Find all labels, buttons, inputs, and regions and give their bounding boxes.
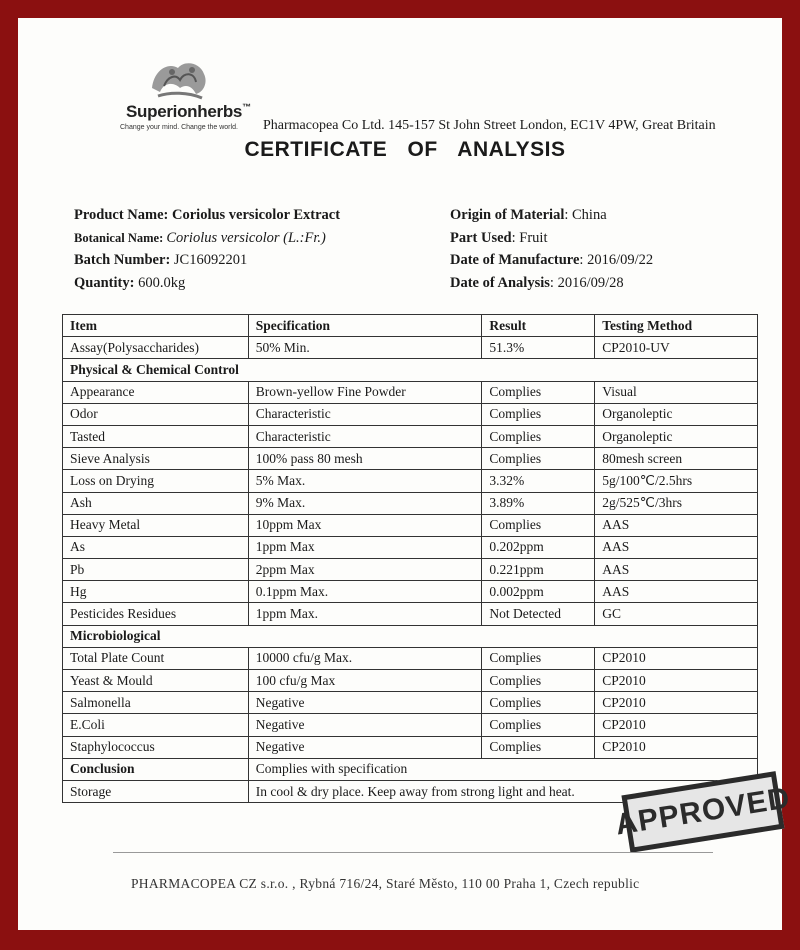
section-heading: Physical & Chemical Control xyxy=(63,359,758,381)
section-heading: Microbiological xyxy=(63,625,758,647)
section-row xyxy=(63,359,758,381)
table-cell: Salmonella xyxy=(63,692,249,714)
table-row xyxy=(63,692,758,714)
table-cell: 1ppm Max xyxy=(248,536,482,558)
table-cell: Complies xyxy=(482,381,595,403)
table-cell: Brown-yellow Fine Powder xyxy=(248,381,482,403)
part-used-row: Part Used: Fruit xyxy=(450,229,548,246)
table-row xyxy=(63,403,758,425)
table-cell: 0.1ppm Max. xyxy=(248,581,482,603)
table-cell: 5% Max. xyxy=(248,470,482,492)
table-row xyxy=(63,581,758,603)
table-cell: Ash xyxy=(63,492,249,514)
table-row xyxy=(63,559,758,581)
table-cell: 10000 cfu/g Max. xyxy=(248,647,482,669)
table-cell: CP2010 xyxy=(595,647,758,669)
table-cell: Complies xyxy=(482,425,595,447)
table-cell: GC xyxy=(595,603,758,625)
table-cell: Complies xyxy=(482,448,595,470)
analysis-table xyxy=(62,314,758,803)
table-cell: Total Plate Count xyxy=(63,647,249,669)
table-cell: Characteristic xyxy=(248,425,482,447)
table-cell: 0.002ppm xyxy=(482,581,595,603)
table-cell: Conclusion xyxy=(63,758,249,780)
table-cell: Staphylococcus xyxy=(63,736,249,758)
table-row xyxy=(63,381,758,403)
table-cell: CP2010 xyxy=(595,692,758,714)
origin-row: Origin of Material: China xyxy=(450,207,607,223)
column-header: Testing Method xyxy=(595,315,758,337)
table-cell: Complies xyxy=(482,403,595,425)
table-cell: Characteristic xyxy=(248,403,482,425)
table-header-row xyxy=(63,315,758,337)
table-cell: 80mesh screen xyxy=(595,448,758,470)
table-cell: 0.202ppm xyxy=(482,536,595,558)
botanical-name-row: Botanical Name: Coriolus versicolor (L.:Fr.) xyxy=(74,229,326,246)
table-cell: 9% Max. xyxy=(248,492,482,514)
table-row xyxy=(63,448,758,470)
table-cell: Pesticides Residues xyxy=(63,603,249,625)
document-title: CERTIFICATE OF ANALYSIS xyxy=(244,138,566,161)
manufacture-date-row: Date of Manufacture: 2016/09/22 xyxy=(450,252,654,268)
table-cell: 50% Min. xyxy=(248,337,482,359)
column-header: Specification xyxy=(248,315,482,337)
table-cell: CP2010 xyxy=(595,670,758,692)
table-cell: Complies xyxy=(482,714,595,736)
dragon-logo-icon xyxy=(144,58,214,102)
table-cell: 10ppm Max xyxy=(248,514,482,536)
table-cell: Organoleptic xyxy=(595,403,758,425)
table-cell: Visual xyxy=(595,381,758,403)
table-cell: Pb xyxy=(63,559,249,581)
table-cell: AAS xyxy=(595,581,758,603)
product-info xyxy=(74,204,340,294)
table-cell: 2g/525℃/3hrs xyxy=(595,492,758,514)
table-cell: Storage xyxy=(63,780,249,802)
approved-stamp: APPROVED xyxy=(621,771,784,853)
conclusion-row xyxy=(63,758,758,780)
table-cell: Hg xyxy=(63,581,249,603)
section-row xyxy=(63,625,758,647)
table-cell: Complies xyxy=(482,514,595,536)
origin-info xyxy=(450,204,653,294)
company-address: Pharmacopea Co Ltd. 145-157 St John Street London, EC1V 4PW, Great Britain xyxy=(263,118,716,133)
table-cell: 3.32% xyxy=(482,470,595,492)
table-cell: 3.89% xyxy=(482,492,595,514)
table-cell: AAS xyxy=(595,536,758,558)
table-cell: AAS xyxy=(595,559,758,581)
table-cell: Appearance xyxy=(63,381,249,403)
table-cell: Complies xyxy=(482,692,595,714)
table-cell: 51.3% xyxy=(482,337,595,359)
table-cell: E.Coli xyxy=(63,714,249,736)
table-row xyxy=(63,603,758,625)
product-name-row: Product Name: Coriolus versicolor Extract xyxy=(74,207,341,223)
table-cell: 100% pass 80 mesh xyxy=(248,448,482,470)
table-cell: Negative xyxy=(248,736,482,758)
table-cell: Odor xyxy=(63,403,249,425)
assay-row xyxy=(63,337,758,359)
table-cell: 100 cfu/g Max xyxy=(248,670,482,692)
table-cell: Complies with specification xyxy=(248,758,757,780)
document-page xyxy=(18,18,793,930)
column-header: Result xyxy=(482,315,595,337)
table-cell: Loss on Drying xyxy=(63,470,249,492)
table-cell: 2ppm Max xyxy=(248,559,482,581)
table-cell: 5g/100℃/2.5hrs xyxy=(595,470,758,492)
footer-address: PHARMACOPEA CZ s.r.o. , Rybná 716/24, Staré Město, 110 00 Praha 1, Czech republic xyxy=(131,876,640,891)
footer-divider xyxy=(113,852,713,853)
letterhead xyxy=(100,58,760,138)
table-cell: CP2010 xyxy=(595,714,758,736)
table-row xyxy=(63,714,758,736)
table-row xyxy=(63,647,758,669)
table-cell: Sieve Analysis xyxy=(63,448,249,470)
table-cell: AAS xyxy=(595,514,758,536)
table-row xyxy=(63,514,758,536)
table-cell: CP2010-UV xyxy=(595,337,758,359)
table-cell: Complies xyxy=(482,736,595,758)
batch-number-row: Batch Number: JC16092201 xyxy=(74,252,248,268)
table-cell: Negative xyxy=(248,714,482,736)
table-cell: In cool & dry place. Keep away from strong light and heat. xyxy=(248,780,757,802)
table-row xyxy=(63,470,758,492)
table-cell: Negative xyxy=(248,692,482,714)
table-cell: Complies xyxy=(482,647,595,669)
table-cell: Heavy Metal xyxy=(63,514,249,536)
quantity-row: Quantity: 600.0kg xyxy=(74,274,186,291)
brand-tagline: Change your mind. Change the world. xyxy=(120,124,238,131)
table-cell: Tasted xyxy=(63,425,249,447)
table-cell: 0.221ppm xyxy=(482,559,595,581)
table-row xyxy=(63,536,758,558)
table-cell: As xyxy=(63,536,249,558)
table-row xyxy=(63,670,758,692)
table-cell: Assay(Polysaccharides) xyxy=(63,337,249,359)
column-header: Item xyxy=(63,315,249,337)
analysis-date-row: Date of Analysis: 2016/09/28 xyxy=(450,274,624,291)
table-cell: Organoleptic xyxy=(595,425,758,447)
table-cell: Not Detected xyxy=(482,603,595,625)
table-cell: CP2010 xyxy=(595,736,758,758)
table-cell: Yeast & Mould xyxy=(63,670,249,692)
table-row xyxy=(63,736,758,758)
brand-name: Superionherbs™ xyxy=(126,102,251,121)
table-cell: Complies xyxy=(482,670,595,692)
table-cell: 1ppm Max. xyxy=(248,603,482,625)
table-row xyxy=(63,492,758,514)
table-row xyxy=(63,425,758,447)
